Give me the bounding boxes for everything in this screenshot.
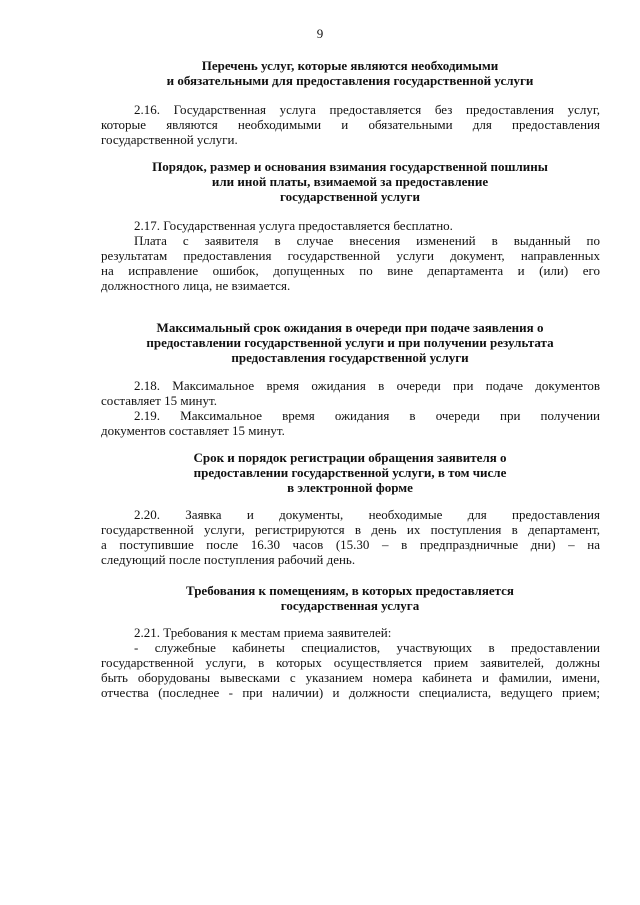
paragraph-line: 2.20. Заявка и документы, необходимые для предоставления <box>134 507 600 522</box>
section-heading-registration <box>100 450 600 495</box>
paragraph-2-18 <box>101 378 600 408</box>
heading-line: государственная услуга <box>280 598 420 613</box>
heading-line: Порядок, размер и основания взимания государственной пошлины <box>152 159 548 174</box>
page-number: 9 <box>316 26 324 41</box>
heading-line: или иной платы, взимаемой за предоставление <box>211 174 489 189</box>
paragraph-2-19 <box>101 408 600 438</box>
paragraph-line: государственной услуги, регистрируются в день их поступления в департамент, <box>101 522 600 537</box>
heading-line: предоставления государственной услуги <box>231 350 469 365</box>
paragraph-line: - служебные кабинеты специалистов, участвующих в предоставлении <box>134 640 600 655</box>
paragraph-line: составляет 15 минут. <box>101 393 217 408</box>
heading-line: государственной услуги <box>280 189 420 204</box>
paragraph-line: отчества (последнее - при наличии) и должности специалиста, ведущего прием; <box>101 685 600 700</box>
heading-line: предоставлении государственной услуги и при получении результата <box>146 335 554 350</box>
section-heading-fees <box>100 159 600 204</box>
paragraph-line: должностного лица, не взимается. <box>101 278 291 293</box>
paragraph-line: 2.19. Максимальное время ожидания в очереди при получении <box>134 408 600 423</box>
section-heading-waiting-time <box>100 320 600 365</box>
paragraph-line: а поступившие после 16.30 часов (15.30 – в предпраздничные дни) – на <box>101 537 600 552</box>
heading-line: и обязательными для предоставления государственной услуги <box>166 73 534 88</box>
paragraph-fee-note <box>101 233 600 293</box>
paragraph-2-16 <box>101 102 600 147</box>
heading-line: Срок и порядок регистрации обращения заявителя о <box>193 450 507 465</box>
heading-line: в электронной форме <box>287 480 413 495</box>
heading-line: Требования к помещениям, в которых предоставляется <box>186 583 514 598</box>
paragraph-line: 2.17. Государственная услуга предоставляется бесплатно. <box>134 218 453 233</box>
paragraph-line: 2.18. Максимальное время ожидания в очереди при подаче документов <box>134 378 600 393</box>
paragraph-line: Плата с заявителя в случае внесения изменений в выданный по <box>134 233 600 248</box>
heading-line: Перечень услуг, которые являются необходимыми <box>201 58 499 73</box>
paragraph-2-20 <box>101 507 600 567</box>
paragraph-line: 2.16. Государственная услуга предоставляется без предоставления услуг, <box>134 102 600 117</box>
paragraph-premises-requirements <box>101 640 600 700</box>
paragraph-line: которые являются необходимыми и обязательными для предоставления <box>101 117 600 132</box>
paragraph-2-21 <box>101 625 600 640</box>
heading-line: предоставлении государственной услуги, в том числе <box>193 465 507 480</box>
paragraph-2-17 <box>101 218 600 233</box>
paragraph-line: государственной услуги, в которых осуществляется прием заявителей, должны <box>101 655 600 670</box>
section-heading-services-list <box>100 58 600 88</box>
paragraph-line: документов составляет 15 минут. <box>101 423 285 438</box>
paragraph-line: на исправление ошибок, допущенных по вине департамента и (или) его <box>101 263 600 278</box>
section-heading-premises <box>100 583 600 613</box>
paragraph-line: быть оборудованы вывесками с указанием номера кабинета и фамилии, имени, <box>101 670 600 685</box>
paragraph-line: государственной услуги. <box>101 132 238 147</box>
paragraph-line: следующий после поступления рабочий день. <box>101 552 356 567</box>
paragraph-line: 2.21. Требования к местам приема заявителей: <box>134 625 392 640</box>
paragraph-line: результатам предоставления государственной услуги документ, направленных <box>101 248 600 263</box>
heading-line: Максимальный срок ожидания в очереди при подаче заявления о <box>156 320 544 335</box>
